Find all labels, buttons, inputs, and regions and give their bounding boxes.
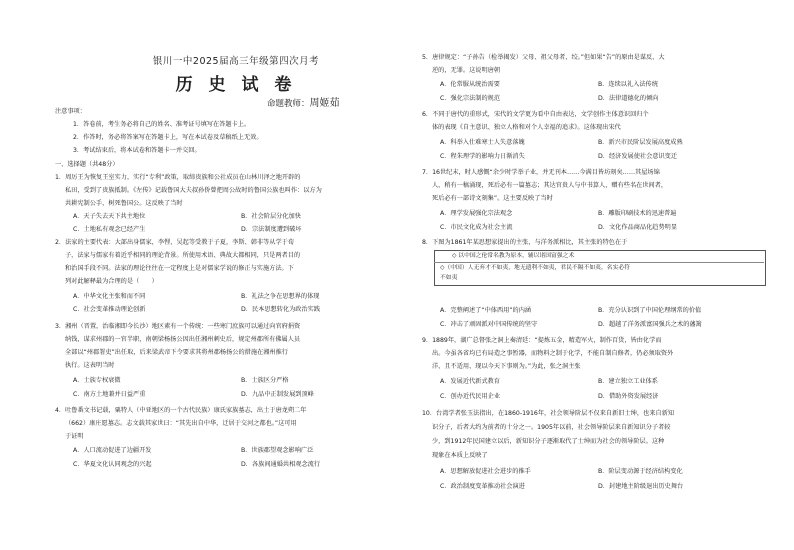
author-line <box>267 94 340 109</box>
question-1-line: 私田，受到了贵族抵制。《左传》记载鲁国大夫叔孙侨曾把周公故时的鲁国公族也叫作：以方为 <box>65 187 322 194</box>
question-10-line: 识分子，后者大约为前者的十分之一。1905年以前，社会领导阶层来自新知识分子者较 <box>432 424 671 431</box>
question-2-option-c[interactable]: C．社会变革推动理论创新 <box>73 306 146 313</box>
question-1-option-a[interactable]: A．天子失去天下共主地位 <box>73 213 146 220</box>
question-1-option-d[interactable]: D．宗法制度遭到破坏 <box>241 226 302 233</box>
question-3-line: 纳钱，谋求州郡的一官半职，南朝梁杨扬公因出任湘州刺史后，规定州郡所有佛属人员 <box>65 336 301 343</box>
question-8-option-d[interactable]: D．超越了洋务派富国强兵之术的藩篱 <box>598 321 702 328</box>
question-3-option-a[interactable]: A．士族专权衰微 <box>73 377 121 384</box>
question-10-option-b[interactable]: B．阶层变动源于经济结构变化 <box>598 468 683 475</box>
question-4-option-d[interactable]: D．各族间通婚共相观念流行 <box>241 461 321 468</box>
question-10-option-c[interactable]: C．政治制度变革推动社会演进 <box>440 483 525 490</box>
question-8-option-c[interactable]: C．冲击了顽固派对中国传统的坚守 <box>440 321 538 328</box>
question-6-option-a[interactable]: A．科举入仕难寒士人失意落魄 <box>440 139 525 146</box>
note-item: 2．作答时，务必将答案写在答题卡上，写在本试卷及草稿纸上无效。 <box>73 134 263 141</box>
section-heading: 一、选择题（共48分） <box>55 161 119 168</box>
question-4-option-c[interactable]: C．华夏文化认同观念的兴起 <box>73 461 152 468</box>
question-7-option-d[interactable]: D．文化作品商品化趋势明显 <box>598 224 678 231</box>
author-name: 周姬茹 <box>309 98 340 109</box>
question-6-line: 体的表现《自主意识、独立人格和对个人幸福的追求》。这体现出宋代 <box>432 124 621 131</box>
question-10-line: 少，到1912年民国建立以后，新知识分子逐渐取代了士绅而为社会的领导阶层。这种 <box>432 438 665 445</box>
question-1-option-c[interactable]: C．土地私有观念已经产生 <box>73 226 146 233</box>
question-2-option-d[interactable]: D．民本思想转化为政治实践 <box>241 306 321 313</box>
question-6-line: 6．不同于唐代的重形式，宋代的文学更为看中自由表达，文学创作主体意识回归个 <box>422 111 649 118</box>
question-5-option-c[interactable]: C．强化宗法制的规范 <box>440 95 501 102</box>
question-3-option-b[interactable]: B．士族区分严格 <box>241 377 289 384</box>
question-6-option-d[interactable]: D．经济发展使社会意识变迁 <box>598 153 678 160</box>
question-7-line: 7．16世纪末，时人感慨“余少时学举子业，并无刊本……今满目皆坊刻矣……其屋场锦 <box>422 169 660 176</box>
author-label: 命题教师： <box>267 99 310 109</box>
question-9-line: 出。今虽各省均已有局造之事暂器，而物料之制于化学，不能自制自修者，仍必须取资外 <box>432 350 674 357</box>
quote-line: ◇ 以中国之伦常名教为原本，辅以诸国富强之术 <box>452 253 575 259</box>
question-9-option-b[interactable]: B．建立独立工业体系 <box>598 378 658 385</box>
question-4-line: 于证明 <box>65 433 84 440</box>
notes-heading: 注意事项： <box>55 108 86 115</box>
quote-line: 不如夷 <box>440 275 458 281</box>
question-3-option-d[interactable]: D．九品中正制发展到顶峰 <box>241 391 314 398</box>
question-6-option-b[interactable]: B．新兴市民阶层发展高度成熟 <box>598 139 683 146</box>
quote-box-divider <box>434 262 764 263</box>
question-3-line: 全部以“州郡署吏”出任取，后来梁武帝下令要求其将州郡杨扬公的措施在湘州推行 <box>65 349 288 356</box>
left-column <box>55 0 417 550</box>
question-8-line: 8．下图为1861年某思想家提出的主张，与洋务派相比，其主张的特色在于 <box>422 239 628 246</box>
question-6-option-c[interactable]: C．程朱理学的影响力日渐消失 <box>440 153 525 160</box>
question-7-option-c[interactable]: C．市民文化成为社会主流 <box>440 224 513 231</box>
question-2-line: 和治国手段不同。法家的理论往往在一定程度上是对儒家学说的修正与实施方法。下 <box>65 265 294 272</box>
question-2-line: 子，法家与儒家有着近乎相同的理论背景。所使用术语、典故大都相同，只是两者目的 <box>65 252 301 259</box>
question-1-line: 共耕宪制公手，树死鲁国公。这反映了当时 <box>65 200 183 207</box>
question-10-option-d[interactable]: D．封建地主阶级退出历史舞台 <box>598 483 684 490</box>
question-10-line: 10．台湾学者张玉法指出，在1860-1916年，社会领导阶层不仅来自新旧士绅，也来自新知 <box>422 410 674 417</box>
question-1-option-b[interactable]: B．社会阶层分化加快 <box>241 213 301 220</box>
question-3-line: 执行。这表明当时 <box>65 362 115 369</box>
question-2-option-b[interactable]: B．礼法之争在思想界的体现 <box>241 293 320 300</box>
note-item: 3．考试结束后，将本试卷和答题卡一并交回。 <box>73 147 201 154</box>
question-7-option-a[interactable]: A．理学发展强化宗法观念 <box>440 210 513 217</box>
quote-line: ◇（中国）人无弃才不如夷，地无遗利不如夷，君民不隔不如夷，名实必符 <box>440 265 630 271</box>
question-5-line: 逆的，无罪。这说明唐朝 <box>432 67 501 74</box>
question-9-option-d[interactable]: D．借助外资发展经济 <box>598 393 659 400</box>
question-9-option-a[interactable]: A．发展近代新式教育 <box>440 378 500 385</box>
question-7-line: 死后必有一部诗文刻集”。这主要反映了当时 <box>432 195 553 202</box>
question-1-line: 1．周厉王为恢复王室实力，实行“专利”政策，取缔贵族和公社成员在山林川泽之地开辟的 <box>55 174 301 181</box>
question-2-line: 列对此解释最为合理的是（ ） <box>65 278 158 285</box>
question-4-line: （662）康庄愿墓志。志文载其家世曰：“其先出自中华，迁居于交河之都也。”这可用 <box>65 420 297 427</box>
question-2-option-a[interactable]: A．中华文化主张和而不同 <box>73 293 146 300</box>
question-4-option-b[interactable]: B．世族郡望观念影响广泛 <box>241 447 314 454</box>
question-9-line: 洋，且不适用，现以今天下事则为。”为此，张之洞主张 <box>432 363 581 370</box>
question-4-line: 4．吐鲁番文书记载，粟特人（中亚地区的一个古代民族）康氏家族墓志，出土于唐龙朔二年 <box>55 407 307 414</box>
question-8-option-a[interactable]: A．完整阐述了“中体西用”的内涵 <box>440 307 532 314</box>
question-10-line: 现象在本质上反映了 <box>432 452 488 459</box>
right-column <box>422 0 767 550</box>
question-9-line: 9．1889年，湖广总督张之洞上奏清廷：“提炼五金，精造军火，制作百货，皆由化学而 <box>422 337 662 344</box>
question-2-line: 2．法家的主要代表：大部出身儒家，李悝、吴起等受教于子夏，李斯、韩非等从学于荀 <box>55 239 295 246</box>
question-5-option-d[interactable]: D．法律道德化的倾向 <box>598 95 659 102</box>
question-3-line: 3．湘州（晋置，治临湘即今长沙）地区素有一个传统：一些寒门庶族可以通过向官府捐资 <box>55 323 301 330</box>
note-item: 1．答卷前，考生务必将自己的姓名、准考证号填写在答题卡上。 <box>73 121 251 128</box>
question-5-line: 5．唐律规定：“子孙告（检举揭发）父母、祖父母者，绞。”但如果“告”的原由是谋反、大 <box>422 54 665 61</box>
question-5-option-a[interactable]: A．伦常服从统治需要 <box>440 81 500 88</box>
question-7-line: 人，稍有一稿涌现，死后必有一篇墓志；其达官贵人与中书算人，赠有些名在世间者， <box>432 182 668 189</box>
subject-title: 历 史 试 卷 <box>175 75 297 95</box>
question-9-option-c[interactable]: C．创办近代民用企业 <box>440 393 501 400</box>
question-4-option-a[interactable]: A．人口流动促进了边疆开发 <box>73 447 152 454</box>
exam-title: 银川一中2025届高三年级第四次月考 <box>152 56 320 67</box>
question-5-option-b[interactable]: B．连续以礼入法传统 <box>598 81 658 88</box>
question-3-option-c[interactable]: C．南方土地兼并日益严重 <box>73 391 146 398</box>
question-8-option-b[interactable]: B．充分认识到了中国伦理纲常的价值 <box>598 307 702 314</box>
question-7-option-b[interactable]: B．雕版印刷技术的迅速普遍 <box>598 210 677 217</box>
question-10-option-a[interactable]: A．思想解放促进社会进步的推手 <box>440 468 531 475</box>
